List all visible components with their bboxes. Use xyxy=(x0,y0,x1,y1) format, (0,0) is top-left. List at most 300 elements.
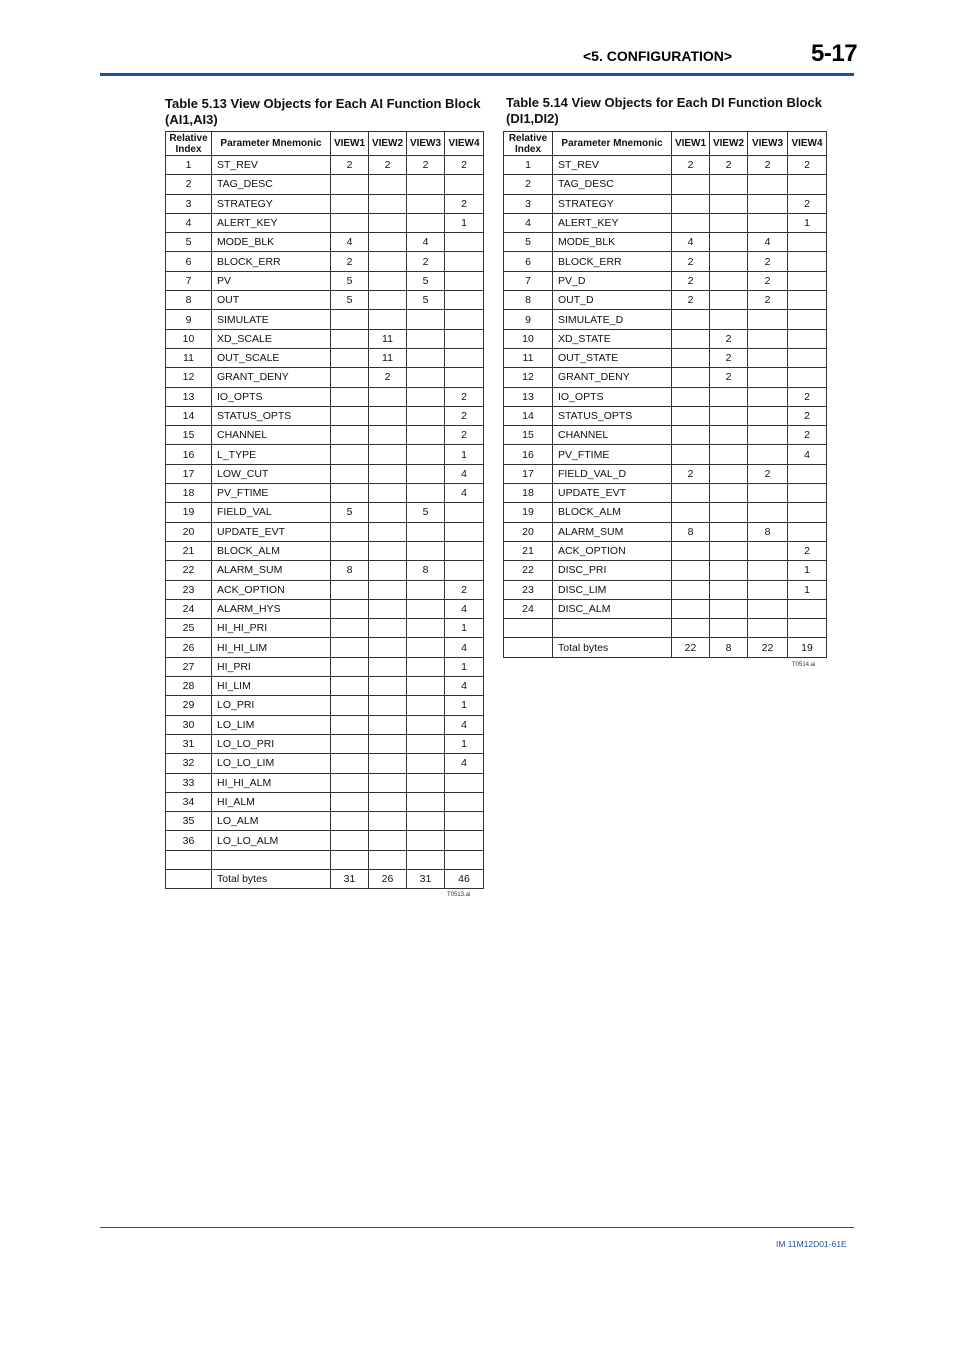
view-cell: 11 xyxy=(369,329,407,348)
view-cell: 1 xyxy=(445,696,484,715)
index-cell: 26 xyxy=(166,638,212,657)
figure-id: T0513.ai xyxy=(447,892,471,898)
view-cell xyxy=(710,194,748,213)
view-cell xyxy=(369,561,407,580)
index-cell: 9 xyxy=(166,310,212,329)
table-row xyxy=(504,387,827,406)
view-cell xyxy=(445,773,484,792)
view-cell xyxy=(445,792,484,811)
parameter-cell: GRANT_DENY xyxy=(553,368,672,387)
parameter-cell: OUT_STATE xyxy=(553,348,672,367)
view-cell: 5 xyxy=(407,271,445,290)
view-cell xyxy=(445,831,484,850)
table-row xyxy=(166,812,484,831)
view-cell xyxy=(710,175,748,194)
table-row xyxy=(166,194,484,213)
view-cell: 4 xyxy=(788,445,827,464)
parameter-cell: L_TYPE xyxy=(212,445,331,464)
view-cell: 4 xyxy=(445,464,484,483)
view-cell xyxy=(710,503,748,522)
document-number: IM 11M12D01-61E xyxy=(776,1239,847,1249)
parameter-cell: HI_ALM xyxy=(212,792,331,811)
parameter-cell: PV xyxy=(212,271,331,290)
index-cell: 18 xyxy=(504,484,553,503)
view-cell xyxy=(407,638,445,657)
table1-caption: Table 5.13 View Objects for Each AI Function Block (AI1,AI3) xyxy=(165,96,481,127)
index-cell: 20 xyxy=(166,522,212,541)
view-cell xyxy=(407,175,445,194)
view-cell xyxy=(672,484,710,503)
table-row xyxy=(166,696,484,715)
view-cell xyxy=(710,387,748,406)
view-cell xyxy=(445,329,484,348)
index-cell: 7 xyxy=(504,271,553,290)
view-cell xyxy=(445,522,484,541)
view-cell: 2 xyxy=(445,580,484,599)
index-cell: 14 xyxy=(166,406,212,425)
table-row xyxy=(166,387,484,406)
table-row xyxy=(166,850,484,869)
parameter-cell: OUT xyxy=(212,291,331,310)
index-cell: 5 xyxy=(166,233,212,252)
parameter-cell: BLOCK_ALM xyxy=(553,503,672,522)
view-cell xyxy=(369,310,407,329)
index-cell: 35 xyxy=(166,812,212,831)
index-cell: 6 xyxy=(166,252,212,271)
index-cell xyxy=(166,850,212,869)
view-cell xyxy=(369,175,407,194)
view-cell xyxy=(331,773,369,792)
view-cell xyxy=(672,541,710,560)
view-cell xyxy=(331,619,369,638)
view-cell xyxy=(331,484,369,503)
view-cell: 4 xyxy=(445,677,484,696)
column-header: VIEW2 xyxy=(710,132,748,156)
view-cell xyxy=(369,522,407,541)
view-cell xyxy=(369,503,407,522)
view-cell xyxy=(710,291,748,310)
table-row xyxy=(504,368,827,387)
table-row xyxy=(504,484,827,503)
column-header: Parameter Mnemonic xyxy=(553,132,672,156)
view-cell xyxy=(331,831,369,850)
parameter-cell: ALARM_SUM xyxy=(553,522,672,541)
footer-rule xyxy=(100,1227,854,1228)
index-cell: 12 xyxy=(504,368,553,387)
view-cell xyxy=(407,387,445,406)
view-cell xyxy=(672,580,710,599)
view-cell: 1 xyxy=(445,619,484,638)
table-row xyxy=(166,541,484,560)
view-cell: 46 xyxy=(445,869,484,888)
view-cell xyxy=(445,175,484,194)
parameter-cell: CHANNEL xyxy=(553,426,672,445)
table-row xyxy=(504,252,827,271)
index-cell: 30 xyxy=(166,715,212,734)
index-cell: 3 xyxy=(166,194,212,213)
view-cell xyxy=(331,638,369,657)
index-cell: 28 xyxy=(166,677,212,696)
view-cell xyxy=(369,406,407,425)
view-cell: 4 xyxy=(445,599,484,618)
table-row xyxy=(504,156,827,175)
view-cell xyxy=(710,464,748,483)
parameter-cell: FIELD_VAL xyxy=(212,503,331,522)
index-cell: 18 xyxy=(166,484,212,503)
parameter-cell: STATUS_OPTS xyxy=(553,406,672,425)
view-cell: 8 xyxy=(331,561,369,580)
view-cell xyxy=(445,291,484,310)
parameter-cell: STRATEGY xyxy=(553,194,672,213)
column-header: Relative Index xyxy=(166,132,212,156)
table-row xyxy=(504,175,827,194)
index-cell: 16 xyxy=(504,445,553,464)
view-cell xyxy=(748,426,788,445)
table-row xyxy=(166,580,484,599)
table-row xyxy=(504,291,827,310)
view-cell xyxy=(748,329,788,348)
index-cell: 1 xyxy=(504,156,553,175)
index-cell: 1 xyxy=(166,156,212,175)
index-cell: 25 xyxy=(166,619,212,638)
index-cell: 6 xyxy=(504,252,553,271)
view-cell xyxy=(331,368,369,387)
view-cell xyxy=(788,252,827,271)
view-cell xyxy=(331,426,369,445)
index-cell: 11 xyxy=(504,348,553,367)
table-row xyxy=(166,831,484,850)
parameter-cell xyxy=(212,850,331,869)
view-cell xyxy=(369,291,407,310)
table-row xyxy=(166,484,484,503)
view-cell xyxy=(445,368,484,387)
view-cell: 2 xyxy=(748,252,788,271)
view-cell xyxy=(710,310,748,329)
view-cell xyxy=(445,850,484,869)
table-row xyxy=(166,233,484,252)
index-cell: 2 xyxy=(166,175,212,194)
page-number: 5-17 xyxy=(811,40,858,67)
table-row xyxy=(166,503,484,522)
index-cell: 29 xyxy=(166,696,212,715)
parameter-cell: LO_LO_ALM xyxy=(212,831,331,850)
view-cell xyxy=(369,580,407,599)
parameter-cell: ALARM_HYS xyxy=(212,599,331,618)
view-cell: 1 xyxy=(445,213,484,232)
parameter-cell: UPDATE_EVT xyxy=(212,522,331,541)
table-row xyxy=(166,368,484,387)
parameter-cell: ALERT_KEY xyxy=(212,213,331,232)
view-cell xyxy=(788,291,827,310)
view-cell xyxy=(672,426,710,445)
view-cell xyxy=(710,252,748,271)
view-cell xyxy=(445,561,484,580)
view-cell xyxy=(369,812,407,831)
index-cell: 3 xyxy=(504,194,553,213)
view-cell xyxy=(748,213,788,232)
view-cell: 2 xyxy=(788,156,827,175)
column-header: VIEW4 xyxy=(445,132,484,156)
view-cell xyxy=(369,541,407,560)
view-cell xyxy=(748,599,788,618)
view-cell: 5 xyxy=(331,291,369,310)
index-cell: 33 xyxy=(166,773,212,792)
view-cell: 4 xyxy=(407,233,445,252)
index-cell: 4 xyxy=(504,213,553,232)
view-cell xyxy=(788,233,827,252)
view-cell xyxy=(710,426,748,445)
view-cell: 2 xyxy=(710,348,748,367)
table-row xyxy=(166,561,484,580)
index-cell: 7 xyxy=(166,271,212,290)
index-cell: 34 xyxy=(166,792,212,811)
view-cell xyxy=(331,792,369,811)
parameter-cell: DISC_ALM xyxy=(553,599,672,618)
view-cell: 4 xyxy=(748,233,788,252)
index-cell: 22 xyxy=(166,561,212,580)
view-cell xyxy=(369,715,407,734)
view-cell xyxy=(331,850,369,869)
view-cell xyxy=(788,464,827,483)
parameter-cell: Total bytes xyxy=(212,869,331,888)
view-cell: 2 xyxy=(788,194,827,213)
table-row xyxy=(504,348,827,367)
view-cell xyxy=(672,194,710,213)
view-cell xyxy=(710,541,748,560)
table-row xyxy=(166,175,484,194)
view-cell xyxy=(445,271,484,290)
view-cell xyxy=(407,464,445,483)
view-cell xyxy=(445,812,484,831)
parameter-cell: STRATEGY xyxy=(212,194,331,213)
index-cell: 10 xyxy=(504,329,553,348)
view-cell xyxy=(710,522,748,541)
table-row xyxy=(504,599,827,618)
view-cell xyxy=(331,812,369,831)
view-cell: 11 xyxy=(369,348,407,367)
view-cell xyxy=(407,831,445,850)
view-cell: 4 xyxy=(445,484,484,503)
parameter-cell: PV_D xyxy=(553,271,672,290)
table-row xyxy=(504,233,827,252)
view-cell xyxy=(710,271,748,290)
view-cell xyxy=(710,406,748,425)
view-cell: 2 xyxy=(748,464,788,483)
view-cell xyxy=(407,445,445,464)
section-title: <5. CONFIGURATION> xyxy=(583,48,733,64)
view-cell xyxy=(369,426,407,445)
view-cell xyxy=(407,522,445,541)
column-header: VIEW2 xyxy=(369,132,407,156)
view-cell: 5 xyxy=(407,503,445,522)
view-cell xyxy=(672,310,710,329)
index-cell: 23 xyxy=(504,580,553,599)
index-cell: 23 xyxy=(166,580,212,599)
view-cell xyxy=(445,252,484,271)
parameter-cell: XD_STATE xyxy=(553,329,672,348)
view-cell xyxy=(407,329,445,348)
table-row xyxy=(504,406,827,425)
view-cell xyxy=(672,619,710,638)
view-cell xyxy=(788,329,827,348)
view-cell xyxy=(748,619,788,638)
view-cell xyxy=(672,406,710,425)
view-cell xyxy=(788,368,827,387)
view-cell xyxy=(331,213,369,232)
view-cell xyxy=(407,541,445,560)
column-header: VIEW4 xyxy=(788,132,827,156)
view-cell xyxy=(369,657,407,676)
view-cell xyxy=(407,580,445,599)
view-cell: 26 xyxy=(369,869,407,888)
view-cell xyxy=(672,445,710,464)
parameter-cell: DISC_PRI xyxy=(553,561,672,580)
parameter-cell: HI_LIM xyxy=(212,677,331,696)
table-row xyxy=(166,406,484,425)
view-cell: 19 xyxy=(788,638,827,657)
view-cell xyxy=(710,619,748,638)
parameter-cell: HI_PRI xyxy=(212,657,331,676)
view-cell: 2 xyxy=(369,156,407,175)
view-cell: 1 xyxy=(445,734,484,753)
table-row xyxy=(166,464,484,483)
table-row xyxy=(166,522,484,541)
view-cell xyxy=(407,213,445,232)
view-cell xyxy=(407,715,445,734)
view-cell xyxy=(331,348,369,367)
view-cell: 5 xyxy=(407,291,445,310)
index-cell: 24 xyxy=(166,599,212,618)
table-row xyxy=(504,638,827,657)
parameter-cell: BLOCK_ERR xyxy=(212,252,331,271)
view-cell xyxy=(369,773,407,792)
view-cell: 2 xyxy=(445,387,484,406)
view-cell: 2 xyxy=(445,406,484,425)
parameter-cell: PV_FTIME xyxy=(212,484,331,503)
table-row xyxy=(166,619,484,638)
parameter-cell: LO_ALM xyxy=(212,812,331,831)
parameter-cell: FIELD_VAL_D xyxy=(553,464,672,483)
column-header: VIEW3 xyxy=(407,132,445,156)
view-cell xyxy=(445,541,484,560)
parameter-cell: ALERT_KEY xyxy=(553,213,672,232)
index-cell: 32 xyxy=(166,754,212,773)
view-cell xyxy=(369,792,407,811)
view-cell xyxy=(331,387,369,406)
view-cell: 2 xyxy=(407,156,445,175)
view-cell xyxy=(331,754,369,773)
view-cell: 4 xyxy=(445,754,484,773)
view-cell xyxy=(331,445,369,464)
parameter-cell: Total bytes xyxy=(553,638,672,657)
index-cell: 8 xyxy=(166,291,212,310)
view-cell xyxy=(788,599,827,618)
parameter-cell: ACK_OPTION xyxy=(212,580,331,599)
view-cell xyxy=(369,252,407,271)
view-cell: 2 xyxy=(710,156,748,175)
view-cell xyxy=(445,503,484,522)
view-cell: 2 xyxy=(672,156,710,175)
index-cell: 11 xyxy=(166,348,212,367)
parameter-cell: LO_LIM xyxy=(212,715,331,734)
view-cell xyxy=(748,503,788,522)
view-cell xyxy=(407,426,445,445)
parameter-cell: TAG_DESC xyxy=(212,175,331,194)
table-row xyxy=(504,194,827,213)
view-cell: 2 xyxy=(710,368,748,387)
parameter-cell: BLOCK_ALM xyxy=(212,541,331,560)
parameter-cell: XD_SCALE xyxy=(212,329,331,348)
parameter-cell: OUT_SCALE xyxy=(212,348,331,367)
view-cell xyxy=(407,368,445,387)
view-cell: 2 xyxy=(331,156,369,175)
view-cell xyxy=(788,348,827,367)
view-cell xyxy=(788,619,827,638)
table-row xyxy=(504,619,827,638)
table-row xyxy=(166,754,484,773)
header-rule xyxy=(100,73,854,76)
view-cell: 1 xyxy=(788,561,827,580)
index-cell: 22 xyxy=(504,561,553,580)
table-row xyxy=(166,792,484,811)
column-header: Relative Index xyxy=(504,132,553,156)
view-cell: 2 xyxy=(445,194,484,213)
view-cell: 5 xyxy=(331,271,369,290)
view-cell xyxy=(788,503,827,522)
view-cell xyxy=(407,657,445,676)
view-cell xyxy=(331,175,369,194)
view-cell: 31 xyxy=(407,869,445,888)
view-cell xyxy=(331,522,369,541)
view-cell: 2 xyxy=(445,156,484,175)
parameter-cell: BLOCK_ERR xyxy=(553,252,672,271)
view-cell: 4 xyxy=(331,233,369,252)
table-row xyxy=(166,291,484,310)
table-row xyxy=(166,657,484,676)
table-row xyxy=(504,310,827,329)
view-cell xyxy=(710,599,748,618)
view-cell: 2 xyxy=(788,406,827,425)
view-cell xyxy=(672,387,710,406)
parameter-cell xyxy=(553,619,672,638)
parameter-cell: TAG_DESC xyxy=(553,175,672,194)
parameter-cell: ACK_OPTION xyxy=(553,541,672,560)
index-cell: 12 xyxy=(166,368,212,387)
view-cell: 2 xyxy=(672,271,710,290)
view-cell xyxy=(748,580,788,599)
table-row xyxy=(166,869,484,888)
table-row xyxy=(504,522,827,541)
view-cell: 2 xyxy=(788,387,827,406)
view-cell xyxy=(672,348,710,367)
view-cell xyxy=(748,406,788,425)
view-cell: 2 xyxy=(748,271,788,290)
view-cell: 2 xyxy=(672,291,710,310)
view-cell xyxy=(407,754,445,773)
view-cell xyxy=(369,599,407,618)
index-cell: 15 xyxy=(166,426,212,445)
view-cell xyxy=(710,445,748,464)
view-cell xyxy=(407,734,445,753)
view-cell xyxy=(748,484,788,503)
view-cell: 8 xyxy=(710,638,748,657)
view-cell xyxy=(369,677,407,696)
view-cell xyxy=(748,561,788,580)
view-cell xyxy=(407,310,445,329)
view-cell xyxy=(369,271,407,290)
view-cell xyxy=(369,445,407,464)
view-cell xyxy=(788,522,827,541)
